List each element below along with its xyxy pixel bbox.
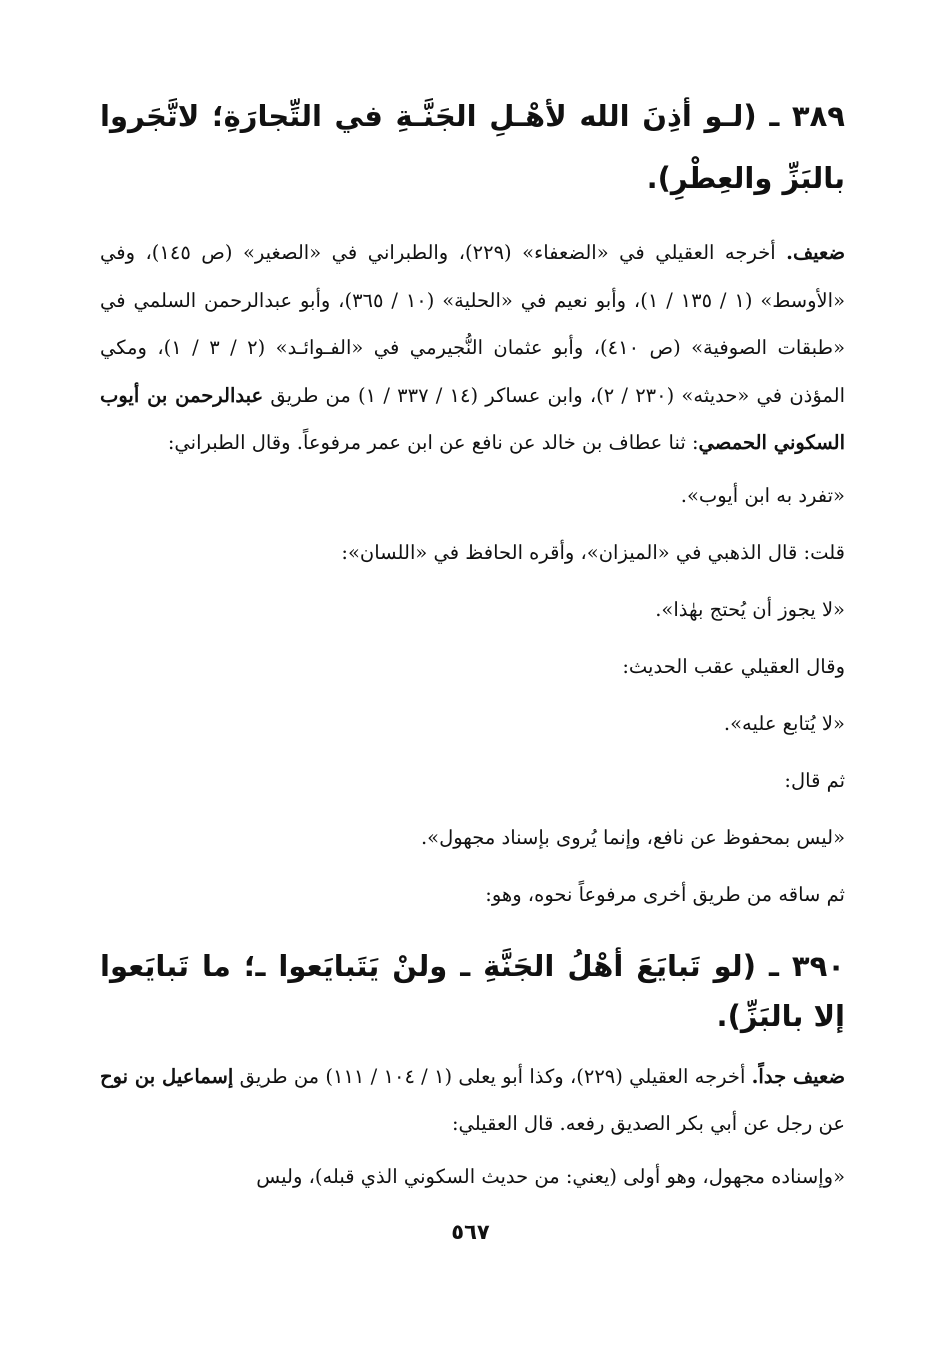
hadith-389-narrator: عبدالرحمن بن أيوب السكوني الحمصي bbox=[100, 383, 845, 454]
hadith-389-number: ٣٨٩ bbox=[791, 99, 845, 133]
hadith-390-number: ٣٩٠ bbox=[791, 948, 845, 983]
quote-uqaili-2: «ليس بمحفوظ عن نافع، وإنما يُروى بإسناد مجهول». bbox=[420, 825, 845, 849]
hadith-389-grade: ضعيف. bbox=[786, 241, 845, 264]
statement-then-said: ثم قال: bbox=[784, 768, 845, 792]
hadith-390-narrator: إسماعيل بن نوح bbox=[100, 1064, 234, 1088]
page-number: ٥٦٧ bbox=[451, 1220, 490, 1244]
hadith-389-dash: ـ bbox=[756, 99, 792, 133]
hadith-390-takhrij-part1: أخرجه العقيلي (٢٢٩)، وكذا أبو يعلى (١ / ١٠٤ / ١١١) من طريق bbox=[233, 1064, 752, 1088]
hadith-389-takhrij-part2: : ثنا عطاف بن خالد عن نافع عن ابن عمر مرفوعاً. وقال الطبراني: bbox=[167, 431, 699, 454]
hadith-390-dash: ـ bbox=[755, 948, 792, 983]
hadith-390-takhrij bbox=[100, 1053, 845, 1148]
hadith-390-text: (لو تَبايَعَ أهْلُ الجَنَّةِ ـ ولنْ يَتَبايَعوا ـ؛ ما تَبايَعوا إلا بالبَزِّ). bbox=[100, 948, 845, 1033]
hadith-390-heading bbox=[100, 941, 845, 1041]
quote-uqaili-1: «لا يُتابع عليه». bbox=[723, 711, 845, 735]
statement-another-route: ثم ساقه من طريق أخرى مرفوعاً نحوه، وهو: bbox=[485, 882, 845, 906]
quote-tabarani: «تفرد به ابن أيوب». bbox=[680, 483, 845, 507]
hadith-390-grade: ضعيف جداً. bbox=[751, 1064, 846, 1088]
statement-dhahabi: قلت: قال الذهبي في «الميزان»، وأقره الحافظ في «اللسان»: bbox=[341, 540, 845, 564]
page-body bbox=[100, 85, 845, 1205]
hadith-390-last-line: «وإسناده مجهول، وهو أولى (يعني: من حديث السكوني الذي قبله)، وليس bbox=[256, 1164, 845, 1188]
hadith-389-takhrij bbox=[100, 229, 845, 467]
hadith-389-heading bbox=[100, 85, 845, 209]
hadith-389-takhrij-part1: أخرجه العقيلي في «الضعفاء» (٢٢٩)، والطبراني في «الصغير» (ص ١٤٥)، وفي «الأوسط» (١ / ١٣٥ / ١)، وأبو نعيم في «الحلية» (١٠ / ٣٦٥)، وأبو عبدالرحمن السلمي في «طبقات الصوفية» (ص ٤١٠)، وأبو عثمان النُّجيرمي في «الفـوائـد» (٢ / ٣ / ١)، ومكي المؤذن في «حديثه» (٢٣٠ / ٢)، وابن عساكر (١٤ / ٣٣٧ / ١) من طريق bbox=[100, 241, 846, 407]
hadith-389-text: (لـو أذِنَ الله لأهْـلِ الجَنَّـةِ في التِّجارَةِ؛ لاتَّجَروا بالبَزِّ والعِطْرِ). bbox=[100, 99, 845, 195]
statement-uqaili: وقال العقيلي عقب الحديث: bbox=[622, 654, 845, 678]
hadith-390-takhrij-part2: عن رجل عن أبي بكر الصديق رفعه. قال العقيلي: bbox=[451, 1112, 845, 1135]
quote-dhahabi: «لا يجوز أن يُحتج بهٰذا». bbox=[655, 597, 845, 621]
